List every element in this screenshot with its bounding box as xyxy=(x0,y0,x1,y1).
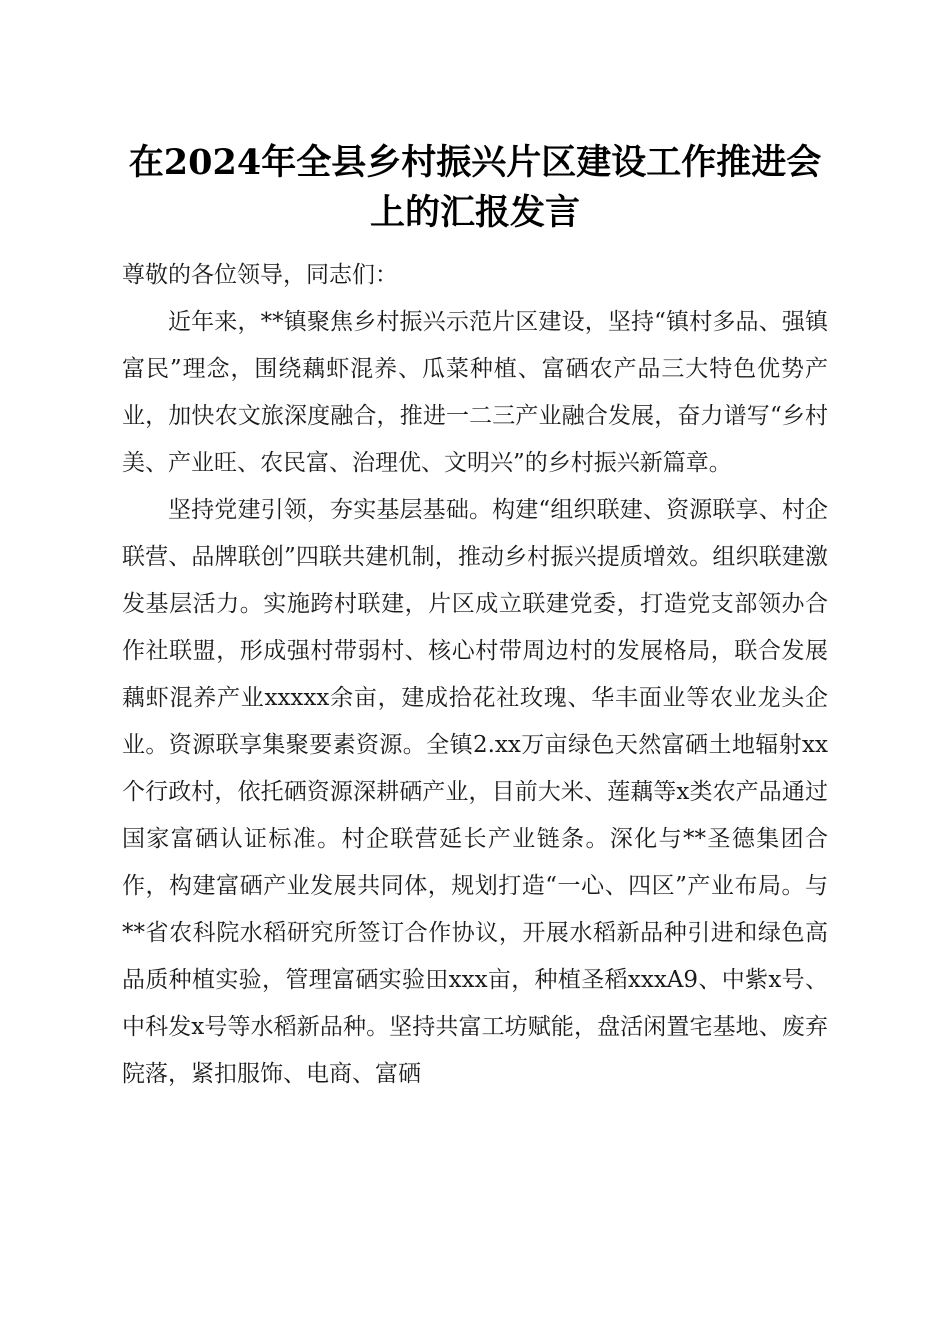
document-title xyxy=(118,138,832,238)
paragraph-intro: 近年来，**镇聚焦乡村振兴示范片区建设，坚持“镇村多品、强镇富民”理念，围绕藕虾混养、瓜菜种植、富硒农产品三大特色优势产业，加快农文旅深度融合，推进一二三产业融合发展，奋力谱写“乡村美、产业旺、农民富、治理优、文明兴”的乡村振兴新篇章。 xyxy=(122,309,828,476)
title-line-1: 在2024年全县乡村振兴片区建设工作推进会 xyxy=(128,142,822,183)
document-body xyxy=(122,252,828,1098)
paragraph-party-building: 坚持党建引领，夯实基层基础。构建“组织联建、资源联享、村企联营、品牌联创”四联共建机制，推动乡村振兴提质增效。组织联建激发基层活力。实施跨村联建，片区成立联建党委，打造党支部领办合作社联盟，形成强村带弱村、核心村带周边村的发展格局，联合发展藕虾混养产业xxxxx余亩，建成拾花社玫瑰、华丰面业等农业龙头企业。资源联享集聚要素资源。全镇2.xx万亩绿色天然富硒土地辐射xx个行政村，依托硒资源深耕硒产业，目前大米、莲藕等x类农产品通过国家富硒认证标准。村企联营延长产业链条。深化与**圣德集团合作，构建富硒产业发展共同体，规划打造“一心、四区”产业布局。与**省农科院水稻研究所签订合作协议，开展水稻新品种引进和绿色高品质种植实验，管理富硒实验田xxx亩，种植圣稻xxxA9、中紫x号、中科发x号等水稻新品种。坚持共富工坊赋能，盘活闲置宅基地、废弃院落，紧扣服饰、电商、富硒 xyxy=(122,497,828,1087)
salutation: 尊敬的各位领导，同志们： xyxy=(122,262,398,288)
title-line-2: 上的汇报发言 xyxy=(369,192,580,233)
